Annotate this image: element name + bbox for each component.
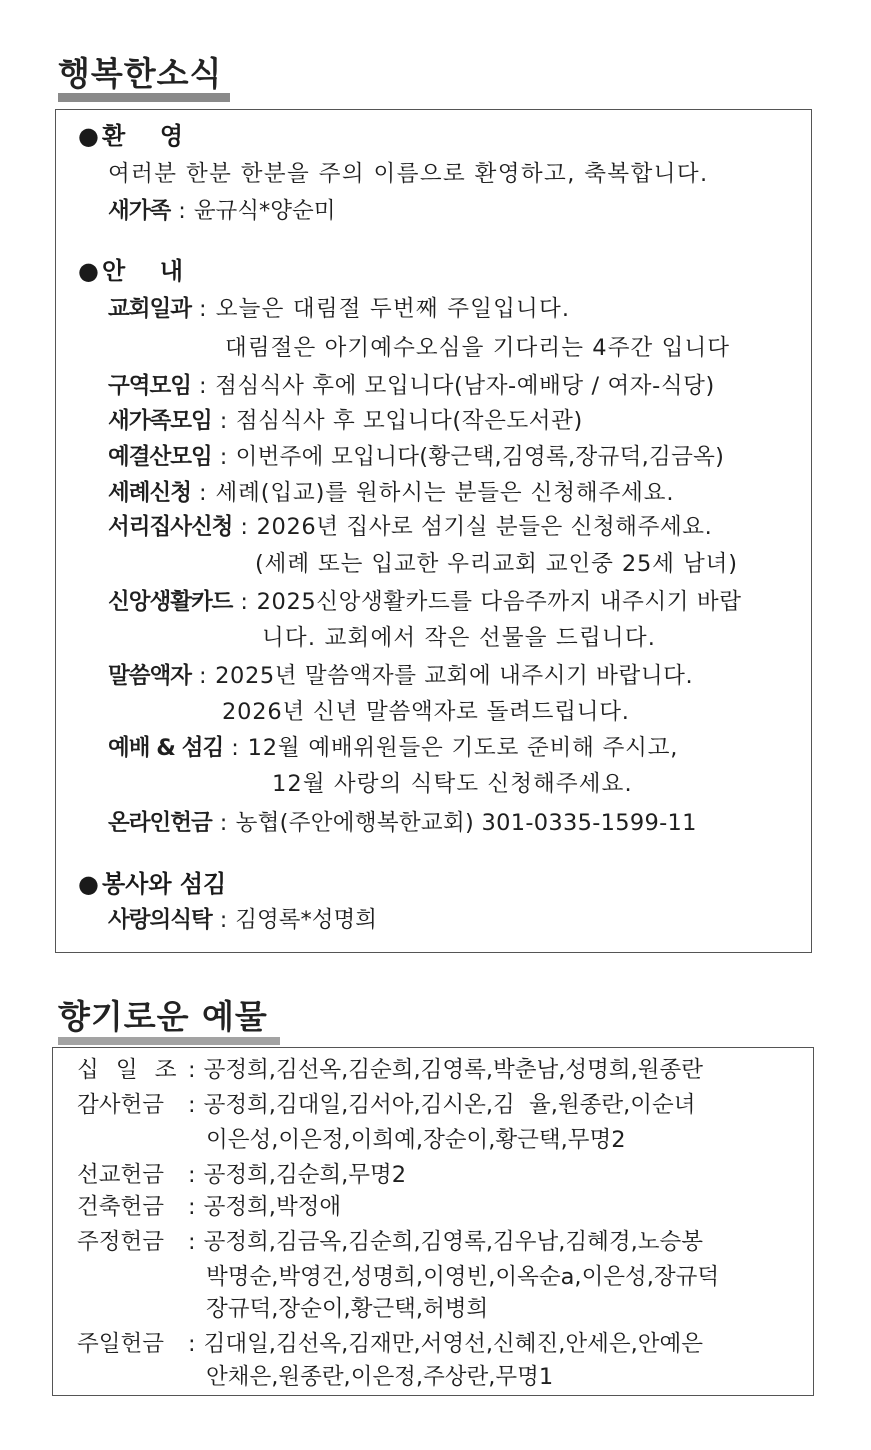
guide-item-continuation: (세례 또는 입교한 우리교회 교인중 25세 남녀) bbox=[255, 551, 738, 577]
offering-label: 주정헌금 bbox=[77, 1229, 164, 1255]
guide-item bbox=[108, 375, 715, 398]
guide-item-text: 세례(입교)를 원하시는 분들은 신청해주세요. bbox=[215, 480, 675, 506]
guide-item bbox=[108, 516, 712, 539]
offering-row-continuation: 장규덕,장순이,황근택,허병희 bbox=[206, 1296, 489, 1322]
colon: : bbox=[188, 1229, 196, 1255]
guide-heading-text: 안 내 bbox=[101, 257, 190, 285]
guide-item-continuation: 대림절은 아기예수오심을 기다리는 4주간 입니다 bbox=[225, 335, 731, 361]
guide-item bbox=[108, 410, 583, 433]
offering-row-continuation: 박명순,박영건,성명희,이영빈,이옥순a,이은성,장규덕 bbox=[206, 1264, 720, 1290]
colon: : bbox=[219, 907, 228, 933]
offerings-section-title bbox=[58, 997, 268, 1036]
colon: : bbox=[188, 1331, 196, 1357]
guide-item-text: 2025년 말씀액자를 교회에 내주시기 바랍니다. bbox=[215, 663, 694, 689]
guide-item-text: 2025신앙생활카드를 다음주까지 내주시기 바랍 bbox=[256, 589, 742, 615]
service-row bbox=[108, 909, 377, 932]
guide-item-text: 점심식사 후 모입니다(작은도서관) bbox=[235, 408, 583, 434]
colon: : bbox=[219, 810, 228, 836]
colon: : bbox=[188, 1057, 196, 1083]
colon: : bbox=[178, 198, 186, 224]
colon: : bbox=[198, 663, 208, 689]
new-family-row bbox=[108, 200, 335, 223]
colon: : bbox=[231, 735, 240, 761]
bullet-icon: ● bbox=[78, 257, 99, 285]
offering-row-continuation: 이은성,이은정,이희예,장순이,황근택,무명2 bbox=[206, 1127, 626, 1153]
colon: : bbox=[198, 480, 208, 506]
guide-item-text: 12월 예배위원들은 기도로 준비해 주시고, bbox=[247, 735, 679, 761]
offering-row bbox=[77, 1333, 703, 1356]
guide-item-text: 2026년 집사로 섬기실 분들은 신청해주세요. bbox=[256, 514, 713, 540]
guide-item-text: 농협(주안에행복한교회) 301-0335-1599-11 bbox=[235, 810, 697, 836]
title-underline bbox=[58, 93, 230, 102]
guide-item-continuation: 2026년 신년 말씀액자로 돌려드립니다. bbox=[222, 699, 630, 725]
offering-row bbox=[77, 1231, 703, 1254]
welcome-heading-text: 환 영 bbox=[101, 122, 190, 150]
new-family-value: 윤규식*양순미 bbox=[193, 198, 336, 224]
service-heading bbox=[78, 872, 226, 896]
colon: : bbox=[188, 1092, 196, 1118]
offering-label: 십 일 조 bbox=[77, 1057, 182, 1083]
guide-heading bbox=[78, 259, 189, 283]
guide-item-label: 교회일과 bbox=[108, 296, 191, 322]
offering-names: 공정희,김선옥,김순희,김영록,박춘남,성명희,원종란 bbox=[203, 1057, 703, 1083]
welcome-heading bbox=[78, 124, 189, 148]
colon: : bbox=[219, 408, 228, 434]
guide-item bbox=[108, 812, 697, 835]
offering-row bbox=[77, 1164, 406, 1187]
colon: : bbox=[219, 444, 228, 470]
offering-row bbox=[77, 1094, 696, 1117]
new-family-label: 새가족 bbox=[108, 198, 171, 224]
guide-item-continuation: 니다. 교회에서 작은 선물을 드립니다. bbox=[262, 625, 657, 651]
colon: : bbox=[198, 296, 208, 322]
offering-names: 공정희,김금옥,김순희,김영록,김우남,김혜경,노승봉 bbox=[203, 1229, 703, 1255]
guide-item-label: 신앙생활카드 bbox=[108, 589, 233, 615]
guide-item-continuation: 12월 사랑의 식탁도 신청해주세요. bbox=[272, 771, 633, 797]
guide-item-label: 말씀액자 bbox=[108, 663, 191, 689]
colon: : bbox=[198, 373, 208, 399]
colon: : bbox=[188, 1194, 196, 1220]
guide-item bbox=[108, 446, 724, 469]
offering-names: 공정희,김대일,김서아,김시온,김 율,원종란,이순녀 bbox=[203, 1092, 696, 1118]
service-heading-text: 봉사와 섬김 bbox=[101, 870, 227, 898]
guide-item-text: 점심식사 후에 모입니다(남자-예배당 / 여자-식당) bbox=[215, 373, 715, 399]
guide-item-label: 예결산모임 bbox=[108, 444, 212, 470]
offering-label: 감사헌금 bbox=[77, 1092, 164, 1118]
bullet-icon: ● bbox=[78, 122, 99, 150]
bullet-icon: ● bbox=[78, 870, 99, 898]
guide-item bbox=[108, 737, 678, 760]
guide-item-label: 구역모임 bbox=[108, 373, 191, 399]
guide-item bbox=[108, 482, 674, 505]
colon: : bbox=[240, 514, 249, 540]
guide-item bbox=[108, 298, 570, 321]
colon: : bbox=[240, 589, 249, 615]
guide-item-label: 온라인헌금 bbox=[108, 810, 212, 836]
guide-item bbox=[108, 665, 693, 688]
welcome-message: 여러분 한분 한분을 주의 이름으로 환영하고, 축복합니다. bbox=[108, 161, 709, 187]
guide-item-text: 이번주에 모입니다(황근택,김영록,장규덕,김금옥) bbox=[235, 444, 725, 470]
offering-row bbox=[77, 1196, 341, 1219]
offering-label: 선교헌금 bbox=[77, 1162, 164, 1188]
offering-names: 공정희,박정애 bbox=[203, 1194, 342, 1220]
offering-names: 공정희,김순희,무명2 bbox=[203, 1162, 407, 1188]
title-underline bbox=[58, 1037, 280, 1045]
news-section-title bbox=[58, 54, 223, 93]
offering-names: 김대일,김선옥,김재만,서영선,신혜진,안세은,안예은 bbox=[203, 1331, 703, 1357]
offering-label: 건축헌금 bbox=[77, 1194, 164, 1220]
service-label: 사랑의식탁 bbox=[108, 907, 212, 933]
guide-item-text: 오늘은 대림절 두번째 주일입니다. bbox=[215, 296, 571, 322]
guide-item-label: 서리집사신청 bbox=[108, 514, 233, 540]
offering-row-continuation: 안채은,원종란,이은정,주상란,무명1 bbox=[206, 1364, 554, 1390]
guide-item bbox=[108, 591, 742, 614]
colon: : bbox=[188, 1162, 196, 1188]
offering-row bbox=[77, 1059, 703, 1082]
news-title-text: 행복한소식 bbox=[58, 54, 223, 93]
guide-item-label: 새가족모임 bbox=[108, 408, 212, 434]
service-value: 김영록*성명희 bbox=[235, 907, 377, 933]
offerings-title-text: 향기로운 예물 bbox=[58, 997, 268, 1036]
offering-label: 주일헌금 bbox=[77, 1331, 164, 1357]
guide-item-label: 세례신청 bbox=[108, 480, 191, 506]
guide-item-label: 예배 & 섬김 bbox=[108, 735, 224, 761]
